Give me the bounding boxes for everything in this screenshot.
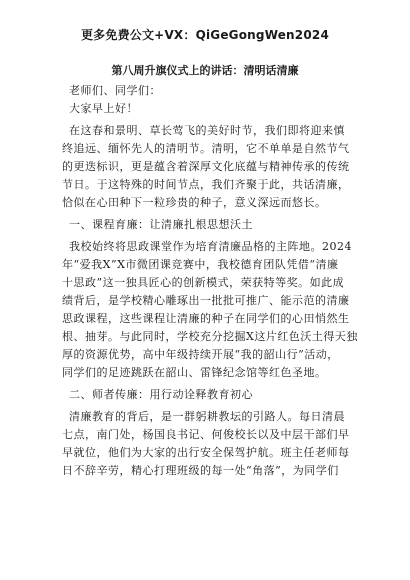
paragraph-line: 清廉教育的背后，是一群躬耕教坛的引路人。每日清晨 — [69, 410, 345, 423]
paragraph-line: 思政课程，这些课程让清廉的种子在同学们的心田悄然生 — [62, 312, 350, 325]
paragraph-line: 年“爱我X”X市微团课竞赛中，我校德育团队凭借“清廉 — [62, 258, 339, 271]
paragraph-line: 七点，南门处，杨国良书记、何俊校长以及中层干部们早 — [62, 428, 350, 441]
paragraph-line: 节日。于这特殊的时间节点，我们齐聚于此，共话清廉， — [62, 178, 350, 191]
paragraph-line: 同学们的足迹跳跃在韶山、雷锋纪念馆等红色圣地。 — [62, 366, 327, 379]
paragraph-line: 我校始终将思政课堂作为培育清廉品格的主阵地。2024 — [69, 240, 352, 253]
paragraph-line: 厚的资源优势，高中年级持续开展“我的韶山行”活动， — [62, 348, 339, 361]
greeting-line: 老师们、同学们： — [69, 84, 161, 97]
paragraph-line: 绩背后，是学校精心雕琢出一批批可推广、能示范的清廉 — [62, 294, 350, 307]
promo-banner: 更多免费公文+VX：QiGeGongWen2024 — [80, 28, 329, 42]
paragraph-line: 日不辞辛劳，精心打理班级的每一处“角落”，为同学们 — [62, 464, 339, 477]
paragraph-line: 十思政”这一独具匠心的创新模式，荣获特等奖。如此成 — [62, 276, 345, 289]
paragraph-line: 根、抽芽。与此同时，学校充分挖掘X这片红色沃土得天独 — [62, 330, 358, 343]
paragraph-line: 的更迭标识，更是蕴含着深厚文化底蕴与精神传承的传统 — [62, 160, 350, 173]
paragraph-line: 在这春和景明、草长莺飞的美好时节，我们即将迎来慎 — [69, 124, 345, 137]
section-heading: 一、课程育廉：让清廉扎根思想沃土 — [69, 218, 253, 231]
greeting-line: 大家早上好！ — [69, 102, 138, 115]
paragraph-line: 终追远、缅怀先人的清明节。清明，它不单单是自然节气 — [62, 142, 350, 155]
paragraph-line: 恰似在心田种下一粒珍贵的种子，意义深远而悠长。 — [62, 196, 327, 209]
speech-title: 第八周升旗仪式上的讲话：清明话清廉 — [111, 64, 299, 77]
paragraph-line: 早就位，他们为大家的出行安全保驾护航。班主任老师每 — [62, 446, 350, 459]
section-heading: 二、师者传廉：用行动诠释教育初心 — [69, 388, 253, 401]
